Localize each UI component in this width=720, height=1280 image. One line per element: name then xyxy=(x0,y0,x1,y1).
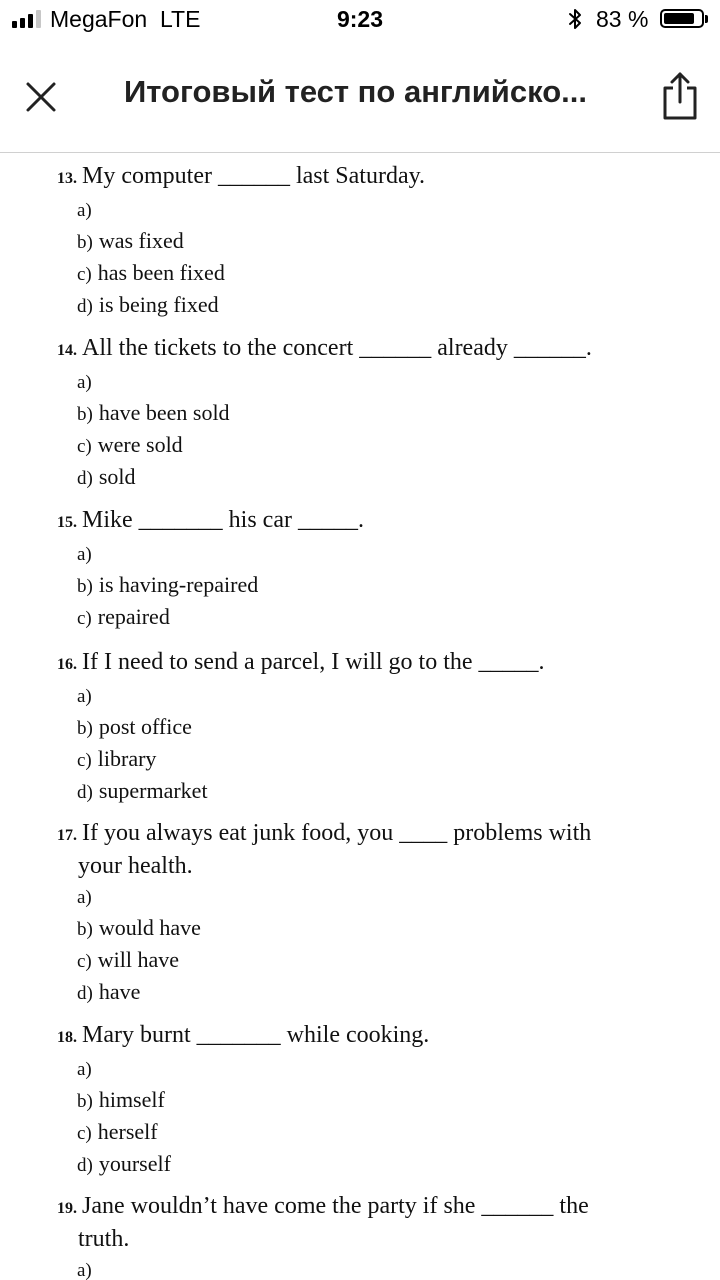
answer-option xyxy=(57,881,591,913)
answer-option xyxy=(57,1149,429,1181)
answer-option xyxy=(57,1117,429,1149)
bluetooth-icon xyxy=(567,8,583,30)
question-text: If you always eat junk food, you ____ problems with xyxy=(82,820,592,846)
option-text: would have xyxy=(98,915,201,940)
question-number: 15. xyxy=(57,514,77,531)
answer-option xyxy=(57,744,545,776)
option-text: library xyxy=(97,746,157,771)
question-16 xyxy=(57,647,545,808)
option-letter: b) xyxy=(77,232,93,253)
answer-option xyxy=(57,430,592,462)
battery-fill xyxy=(664,13,694,24)
question-number: 16. xyxy=(57,656,77,673)
option-letter: a) xyxy=(77,544,92,565)
carrier-label: MegaFon LTE xyxy=(50,6,201,32)
option-text: yourself xyxy=(98,1151,171,1176)
option-letter: b) xyxy=(77,718,93,739)
answer-option xyxy=(57,290,425,322)
answer-option xyxy=(57,945,591,977)
option-letter: b) xyxy=(77,576,93,597)
answer-option xyxy=(57,977,591,1009)
option-text: have been sold xyxy=(98,400,230,425)
question-text-line xyxy=(57,647,545,680)
answer-option xyxy=(57,226,425,258)
question-text: My computer ______ last Saturday. xyxy=(82,163,426,189)
share-button[interactable] xyxy=(660,70,700,122)
question-text-line xyxy=(57,818,591,851)
answer-option xyxy=(57,1053,429,1085)
question-text: Mary burnt _______ while cooking. xyxy=(82,1022,430,1048)
option-letter: c) xyxy=(77,750,92,771)
option-letter: c) xyxy=(77,264,92,285)
option-text: post office xyxy=(98,714,192,739)
question-18 xyxy=(57,1020,429,1181)
answer-option xyxy=(57,602,364,634)
option-letter: c) xyxy=(77,1123,92,1144)
question-text-line xyxy=(57,1020,429,1053)
option-letter: d) xyxy=(77,296,93,317)
option-letter: a) xyxy=(77,200,92,221)
option-letter: b) xyxy=(77,919,93,940)
answer-option xyxy=(57,570,364,602)
question-13 xyxy=(57,161,425,322)
answer-option xyxy=(57,776,545,808)
battery-percent: 83 % xyxy=(596,6,649,32)
option-letter: d) xyxy=(77,1155,93,1176)
question-number: 19. xyxy=(57,1200,77,1217)
question-text: your health. xyxy=(78,853,193,879)
answer-option xyxy=(57,538,364,570)
question-number: 13. xyxy=(57,170,77,187)
question-text: truth. xyxy=(78,1226,130,1252)
answer-option xyxy=(57,194,425,226)
question-15 xyxy=(57,505,364,634)
answer-option xyxy=(57,913,591,945)
option-letter: a) xyxy=(77,1059,92,1080)
option-text: herself xyxy=(97,1119,158,1144)
option-letter: d) xyxy=(77,983,93,1004)
option-text: is having-repaired xyxy=(98,572,259,597)
answer-option xyxy=(57,366,592,398)
option-text: supermarket xyxy=(98,778,208,803)
question-14 xyxy=(57,333,592,494)
question-number: 17. xyxy=(57,827,77,844)
question-text: Mike _______ his car _____. xyxy=(82,507,364,533)
option-letter: b) xyxy=(77,1091,93,1112)
question-text-line xyxy=(57,333,592,366)
question-number: 18. xyxy=(57,1029,77,1046)
status-bar xyxy=(0,0,720,40)
document-content[interactable] xyxy=(0,153,720,1280)
option-text: will have xyxy=(97,947,180,972)
question-text: If I need to send a parcel, I will go to the _____. xyxy=(82,649,545,675)
battery-icon xyxy=(660,9,704,28)
answer-option xyxy=(57,680,545,712)
answer-option xyxy=(57,1254,589,1280)
option-letter: a) xyxy=(77,1260,92,1280)
question-text-line xyxy=(57,1224,589,1254)
option-letter: a) xyxy=(77,372,92,393)
close-icon xyxy=(20,76,62,118)
answer-option xyxy=(57,712,545,744)
option-letter: a) xyxy=(77,887,92,908)
status-time: 9:23 xyxy=(336,6,384,32)
share-icon xyxy=(660,70,700,122)
question-text: All the tickets to the concert ______ already ______. xyxy=(82,335,592,361)
question-17 xyxy=(57,818,591,1009)
question-text-line xyxy=(57,505,364,538)
option-text: has been fixed xyxy=(97,260,225,285)
answer-option xyxy=(57,258,425,290)
option-letter: c) xyxy=(77,951,92,972)
option-text: himself xyxy=(98,1087,165,1112)
question-text-line xyxy=(57,161,425,194)
battery-tip xyxy=(705,15,708,23)
question-text-line xyxy=(57,851,591,881)
option-text: were sold xyxy=(97,432,183,457)
option-text: sold xyxy=(98,464,136,489)
option-letter: d) xyxy=(77,782,93,803)
option-letter: c) xyxy=(77,436,92,457)
option-text: repaired xyxy=(97,604,170,629)
close-button[interactable] xyxy=(20,76,62,118)
question-19 xyxy=(57,1191,589,1280)
option-text: was fixed xyxy=(98,228,184,253)
nav-bar xyxy=(0,40,720,153)
answer-option xyxy=(57,1085,429,1117)
answer-option xyxy=(57,398,592,430)
option-text: is being fixed xyxy=(98,292,219,317)
option-text: have xyxy=(98,979,141,1004)
question-number: 14. xyxy=(57,342,77,359)
document-title: Итоговый тест по английско... xyxy=(124,74,587,109)
answer-option xyxy=(57,462,592,494)
option-letter: b) xyxy=(77,404,93,425)
question-text: Jane wouldn’t have come the party if she ______ the xyxy=(82,1193,589,1219)
option-letter: c) xyxy=(77,608,92,629)
question-text-line xyxy=(57,1191,589,1224)
option-letter: d) xyxy=(77,468,93,489)
option-letter: a) xyxy=(77,686,92,707)
